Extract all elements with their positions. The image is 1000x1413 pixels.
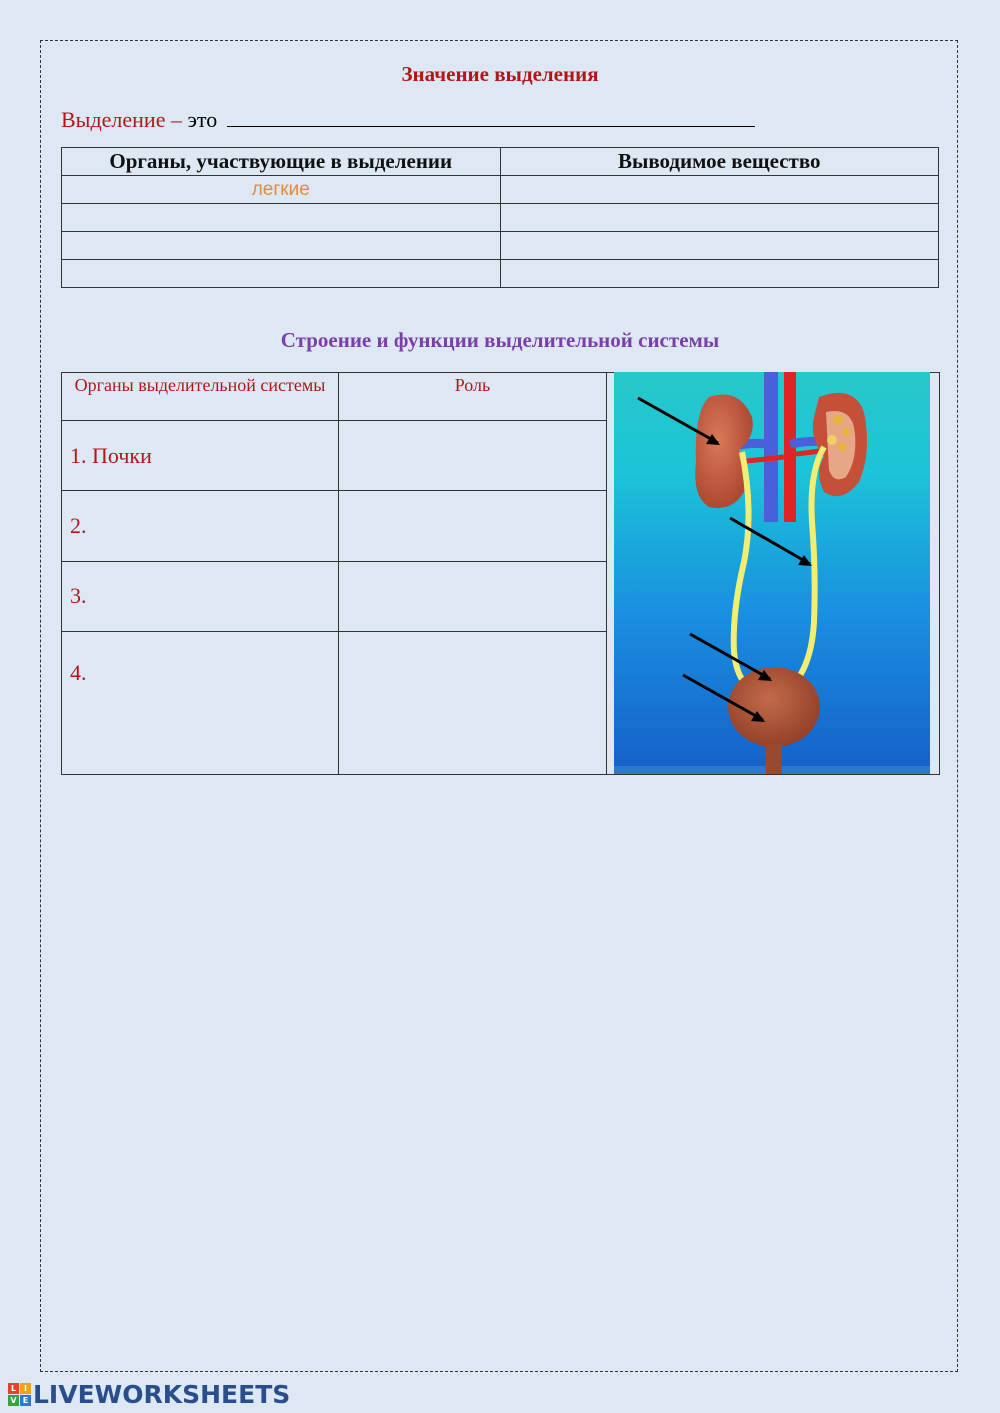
urinary-system-diagram <box>614 372 930 774</box>
column-header-role: Роль <box>339 373 607 421</box>
diagram-cell <box>607 373 940 775</box>
urethra <box>766 744 782 774</box>
organ-item-1[interactable]: 1. Почки <box>62 421 339 491</box>
answer-cell[interactable] <box>500 176 939 204</box>
organ-item-2[interactable]: 2. <box>62 491 339 561</box>
answer-cell[interactable] <box>62 260 501 288</box>
brand-name: LIVEWORKSHEETS <box>33 1379 291 1409</box>
definition-line <box>61 104 755 133</box>
answer-cell[interactable] <box>500 204 939 232</box>
table-header-row <box>62 148 939 176</box>
column-header-substance: Выводимое вещество <box>500 148 939 176</box>
column-header-organs: Органы выделительной системы <box>62 373 339 421</box>
role-cell[interactable] <box>339 491 607 561</box>
role-cell[interactable] <box>339 421 607 491</box>
section-title-structure: Строение и функции выделительной системы <box>280 328 720 352</box>
liveworksheets-logo-icon: L I V E <box>8 1383 31 1406</box>
table-row <box>62 176 939 204</box>
table-row <box>62 232 939 260</box>
column-header-organs: Органы, участвующие в выделении <box>62 148 501 176</box>
definition-label: Выделение – <box>61 107 182 132</box>
definition-word: это <box>187 107 218 132</box>
vena-cava <box>764 372 778 522</box>
answer-cell[interactable]: легкие <box>62 176 501 204</box>
answer-cell[interactable] <box>500 232 939 260</box>
section-title-excretion: Значение выделения <box>401 62 599 86</box>
table-row <box>62 204 939 232</box>
table-row <box>62 260 939 288</box>
organs-substances-table <box>61 147 939 288</box>
footer-branding <box>8 1380 290 1408</box>
definition-blank-input[interactable] <box>227 104 755 127</box>
answer-cell[interactable] <box>500 260 939 288</box>
structure-table <box>61 372 940 775</box>
role-cell[interactable] <box>339 561 607 631</box>
organ-item-4[interactable]: 4. <box>62 631 339 774</box>
organ-item-3[interactable]: 3. <box>62 561 339 631</box>
answer-cell[interactable] <box>62 204 501 232</box>
answer-cell[interactable] <box>62 232 501 260</box>
role-cell[interactable] <box>339 631 607 774</box>
